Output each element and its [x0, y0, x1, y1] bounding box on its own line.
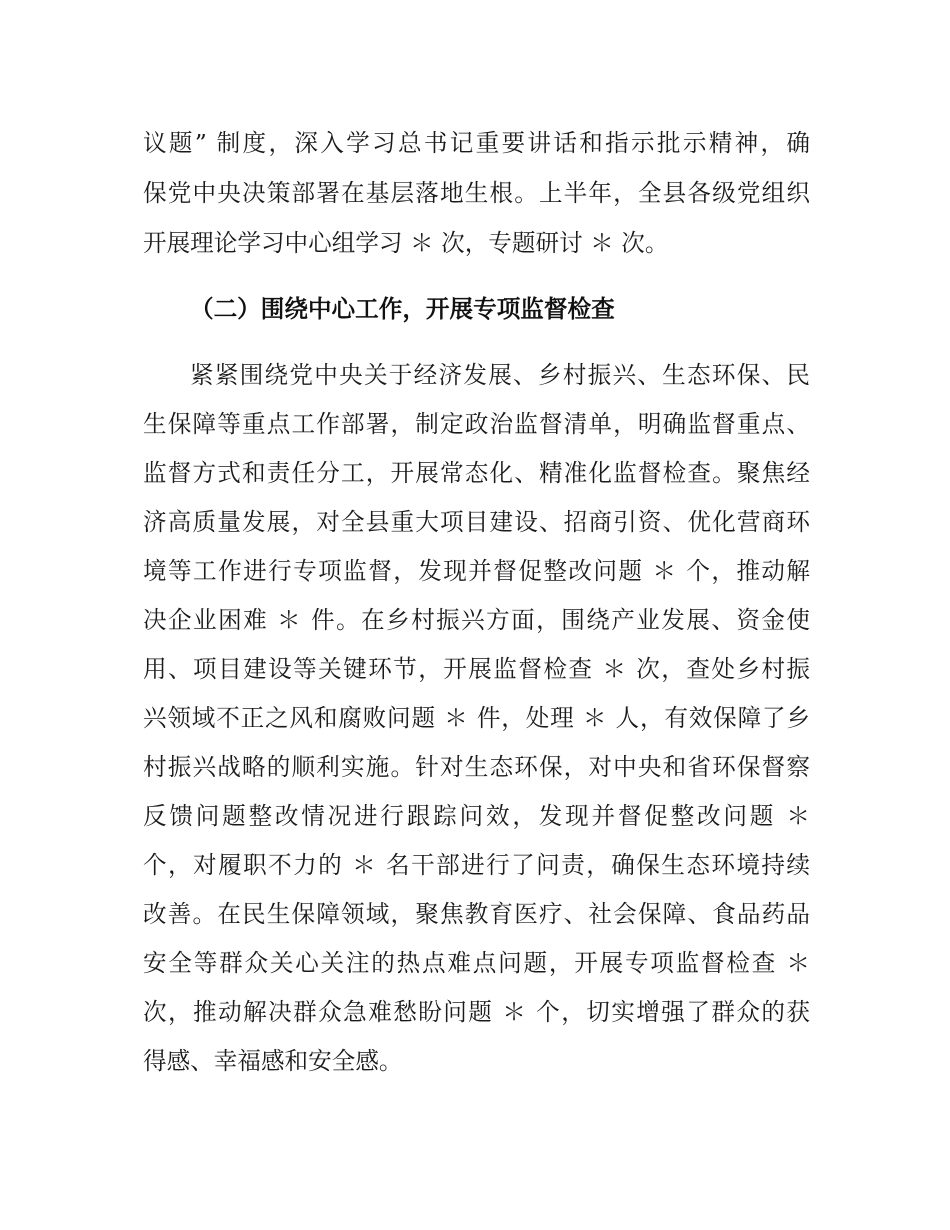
body-line-15: 得感、幸福感和安全感。: [143, 1047, 403, 1075]
body-line-6: 决企业困难 ＊ 件。在乡村振兴方面，围绕产业发展、资金使: [143, 606, 810, 634]
body-line-10: 反馈问题整改情况进行跟踪问效，发现并督促整改问题 ＊: [143, 802, 810, 830]
body-line-11: 个，对履职不力的 ＊ 名干部进行了问责，确保生态环境持续: [143, 851, 810, 879]
body-line-7: 用、项目建设等关键环节，开展监督检查 ＊ 次，查处乡村振: [143, 655, 810, 683]
body-line-8: 兴领域不正之风和腐败问题 ＊ 件，处理 ＊ 人，有效保障了乡: [143, 704, 810, 732]
body-line-1: 紧紧围绕党中央关于经济发展、乡村振兴、生态环保、民: [190, 361, 810, 389]
intro-line-3: 开展理论学习中心组学习 ＊ 次，专题研讨 ＊ 次。: [143, 229, 669, 257]
body-line-13: 安全等群众关心关注的热点难点问题，开展专项监督检查 ＊: [143, 949, 810, 977]
body-line-5: 境等工作进行专项监督，发现并督促整改问题 ＊ 个，推动解: [143, 557, 810, 585]
body-line-9: 村振兴战略的顺利实施。针对生态环保，对中央和省环保督察: [143, 753, 810, 781]
intro-line-2: 保党中央决策部署在基层落地生根。上半年，全县各级党组织: [143, 179, 810, 207]
body-line-4: 济高质量发展，对全县重大项目建设、招商引资、优化营商环: [143, 508, 810, 536]
body-line-14: 次，推动解决群众急难愁盼问题 ＊ 个，切实增强了群众的获: [143, 998, 810, 1026]
body-line-2: 生保障等重点工作部署，制定政治监督清单，明确监督重点、: [143, 410, 810, 438]
body-line-12: 改善。在民生保障领域，聚焦教育医疗、社会保障、食品药品: [143, 900, 810, 928]
body-line-3: 监督方式和责任分工，开展常态化、精准化监督检查。聚焦经: [143, 459, 810, 487]
intro-line-1: 议题” 制度，深入学习总书记重要讲话和指示批示精神，确: [143, 129, 810, 157]
section-heading: （二）围绕中心工作，开展专项监督检查: [190, 295, 615, 323]
